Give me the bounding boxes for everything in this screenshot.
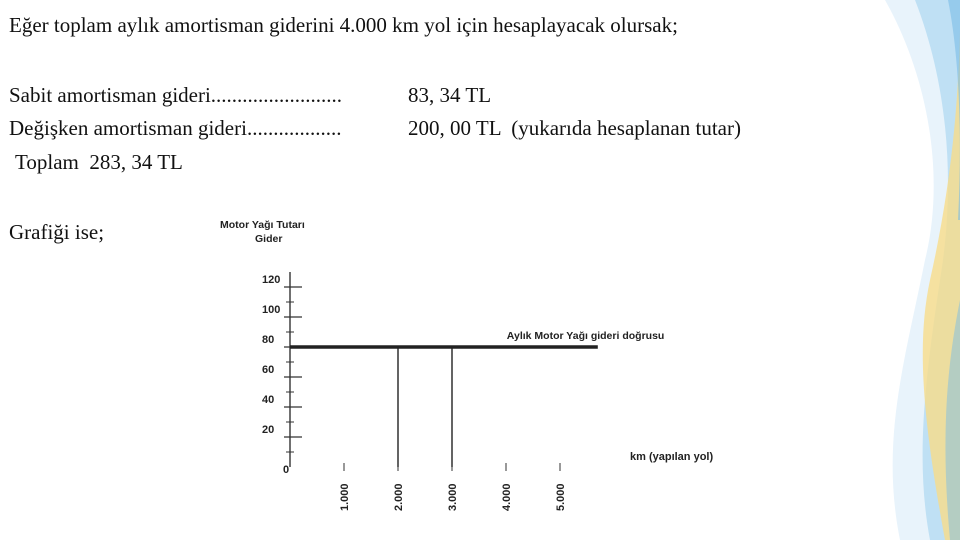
x-tick-label: 1.000 [339, 483, 351, 511]
total-line: Toplam 283, 34 TL [15, 150, 183, 174]
chart-intro: Grafiği ise; [9, 220, 105, 244]
variable-depreciation-value: 200, 00 TL (yukarıda hesaplanan tutar) [408, 116, 741, 140]
variable-depreciation-label: Değişken amortisman gideri.................. [9, 116, 342, 140]
intro-sentence: Eğer toplam aylık amortisman giderini 4.000 km yol için hesaplayacak olursak; [9, 13, 678, 37]
chart-title: Motor Yağı Tutarı [220, 219, 305, 231]
y-tick-label: 20 [262, 424, 275, 436]
y-tick-label: 80 [262, 334, 275, 346]
y-tick-label: 60 [262, 364, 275, 376]
x-tick-label: 2.000 [393, 483, 405, 511]
x-tick-label: 3.000 [447, 483, 459, 511]
y-tick-label: 100 [262, 304, 281, 316]
x-tick-label: 5.000 [555, 483, 567, 511]
y-tick-label: 40 [262, 394, 275, 406]
chart-panel [206, 209, 746, 536]
y-tick-label: 120 [262, 274, 281, 286]
series-label: Aylık Motor Yağı gideri doğrusu [506, 330, 665, 342]
y-axis-label: Gider [255, 233, 283, 245]
fixed-depreciation-value: 83, 34 TL [408, 83, 492, 107]
fixed-depreciation-label: Sabit amortisman gideri......................... [9, 83, 343, 107]
x-tick-label: 4.000 [501, 483, 513, 511]
origin-label: 0 [283, 464, 290, 476]
x-axis-label: km (yapılan yol) [630, 451, 714, 463]
chart-svg [206, 209, 746, 536]
